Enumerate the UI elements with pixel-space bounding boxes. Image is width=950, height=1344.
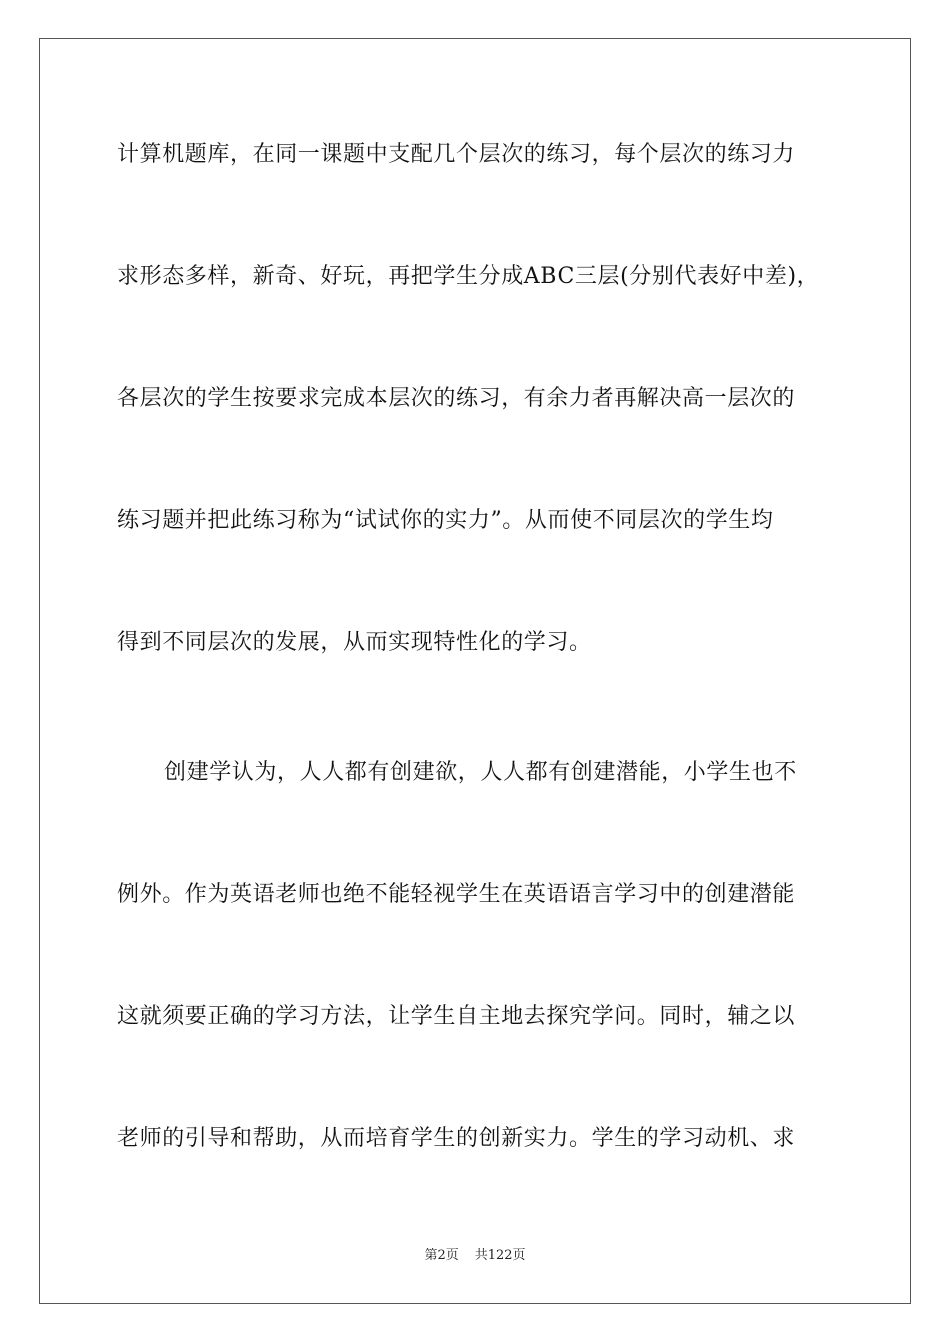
- body-text-line: 老师的引导和帮助，从而培育学生的创新实力。学生的学习动机、求: [117, 1126, 796, 1151]
- page-frame: [39, 38, 911, 1304]
- body-text-line: 练习题并把此练习称为“试试你的实力”。从而使不同层次的学生均: [117, 508, 774, 533]
- body-text-line: 各层次的学生按要求完成本层次的练习，有余力者再解决高一层次的: [117, 386, 796, 411]
- body-text-line: 这就须要正确的学习方法，让学生自主地去探究学问。同时，辅之以: [117, 1004, 796, 1029]
- body-text-line: 例外。作为英语老师也绝不能轻视学生在英语语言学习中的创建潜能: [117, 882, 796, 907]
- body-text-line: 计算机题库，在同一课题中支配几个层次的练习，每个层次的练习力: [117, 142, 796, 167]
- body-text-line: 得到不同层次的发展，从而实现特性化的学习。: [117, 630, 592, 655]
- page-footer: [0, 1247, 950, 1265]
- page-number: 第2页: [424, 1248, 459, 1263]
- paragraph-start-line: 创建学认为，人人都有创建欲，人人都有创建潜能，小学生也不: [164, 760, 797, 785]
- total-pages: 共122页: [474, 1248, 526, 1263]
- body-text-line: 求形态多样，新奇、好玩，再把学生分成ABC三层(分别代表好中差)，: [117, 264, 820, 289]
